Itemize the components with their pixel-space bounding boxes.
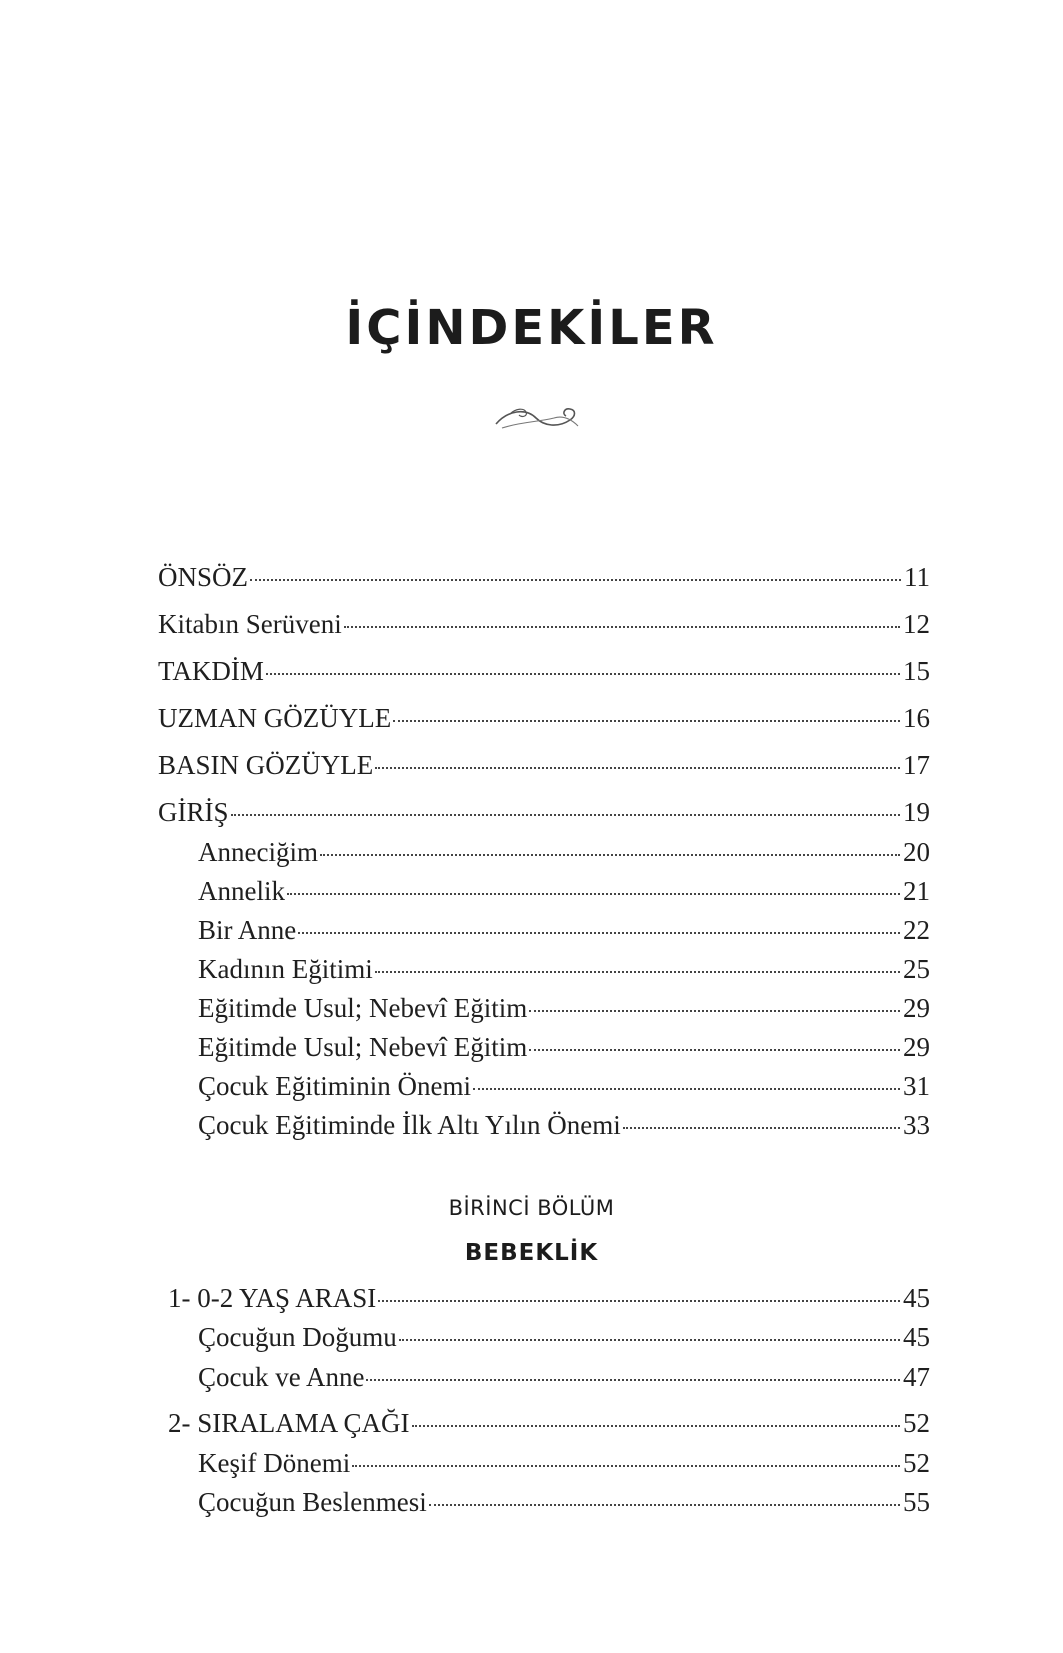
toc-entry-label: Çocuğun Beslenmesi <box>198 1487 427 1517</box>
dot-leader <box>352 1465 900 1467</box>
dot-leader <box>623 1127 900 1129</box>
dot-leader <box>375 767 900 769</box>
toc-entry-label: Kitabın Serüveni <box>158 609 342 639</box>
toc-entry-label: ÖNSÖZ <box>158 562 249 592</box>
toc-entry-label: BASIN GÖZÜYLE <box>158 750 374 780</box>
toc-entry-label: Eğitimde Usul; Nebevî Eğitim <box>198 1032 528 1062</box>
dot-leader <box>344 626 900 628</box>
toc-entry-label: GİRİŞ <box>158 797 229 827</box>
toc-entry-page: 16 <box>903 703 930 733</box>
dot-leader <box>320 854 900 856</box>
toc-subentry <box>198 1362 930 1393</box>
dot-leader <box>231 814 900 816</box>
toc-entry-basin-gozuyle <box>158 750 930 781</box>
toc-entry-label: Çocuk Eğitiminin Önemi <box>198 1071 471 1101</box>
toc-entry-label: 1- 0-2 YAŞ ARASI <box>168 1283 377 1313</box>
toc-entry-label: Keşif Dönemi <box>198 1448 351 1478</box>
dot-leader <box>429 1504 900 1506</box>
toc-entry-label: Çocuk Eğitiminde İlk Altı Yılın Önemi <box>198 1110 621 1140</box>
toc-subentry <box>198 954 930 985</box>
toc-entry-page: 55 <box>903 1487 930 1517</box>
page-title: İÇİNDEKİLER <box>345 300 718 356</box>
dot-leader <box>529 1010 900 1012</box>
toc-entry-label: UZMAN GÖZÜYLE <box>158 703 392 733</box>
toc-entry-label: Çocuğun Doğumu <box>198 1322 397 1352</box>
toc-entry-label: Bir Anne <box>198 915 297 945</box>
toc-subentry <box>198 1032 930 1063</box>
toc-entry-label: Annelik <box>198 876 285 906</box>
dot-leader <box>399 1339 900 1341</box>
toc-entry-page: 45 <box>903 1283 930 1313</box>
toc-subentry <box>198 1487 930 1518</box>
toc-chapter-1 <box>168 1283 930 1314</box>
toc-entry-label: Kadının Eğitimi <box>198 954 373 984</box>
toc-subentry <box>198 1110 930 1141</box>
toc-entry-page: 31 <box>903 1071 930 1101</box>
dot-leader <box>529 1049 900 1051</box>
toc-entry-label: Çocuk ve Anne <box>198 1362 365 1392</box>
toc-entry-giris <box>158 797 930 828</box>
toc-entry-label: Eğitimde Usul; Nebevî Eğitim <box>198 993 528 1023</box>
dot-leader <box>250 579 901 581</box>
dot-leader <box>473 1088 900 1090</box>
toc-subentry <box>198 837 930 868</box>
toc-entry-page: 33 <box>903 1110 930 1140</box>
section-label: BİRİNCİ BÖLÜM <box>448 1196 615 1220</box>
toc-entry-label: 2- SIRALAMA ÇAĞI <box>168 1408 410 1438</box>
toc-entry-page: 47 <box>903 1362 930 1392</box>
toc-subentry <box>198 1322 930 1353</box>
toc-entry-takdim <box>158 656 930 687</box>
toc-chapter-2 <box>168 1408 930 1439</box>
toc-entry-page: 29 <box>903 1032 930 1062</box>
toc-subentry <box>198 993 930 1024</box>
dot-leader <box>412 1425 900 1427</box>
toc-entry-page: 20 <box>903 837 930 867</box>
toc-subentry <box>198 915 930 946</box>
toc-entry-page: 52 <box>903 1408 930 1438</box>
section-title: BEBEKLİK <box>464 1240 599 1266</box>
dot-leader <box>366 1379 900 1381</box>
dot-leader <box>298 932 900 934</box>
toc-entry-page: 17 <box>903 750 930 780</box>
toc-entry-page: 22 <box>903 915 930 945</box>
flourish-ornament-icon <box>492 400 580 434</box>
toc-entry-onsoz <box>158 562 930 593</box>
toc-entry-page: 21 <box>903 876 930 906</box>
toc-entry-page: 12 <box>903 609 930 639</box>
dot-leader <box>287 893 900 895</box>
dot-leader <box>266 673 900 675</box>
toc-subentry <box>198 876 930 907</box>
toc-entry-page: 45 <box>903 1322 930 1352</box>
toc-subentry <box>198 1448 930 1479</box>
toc-entry-page: 11 <box>904 562 930 592</box>
toc-entry-page: 29 <box>903 993 930 1023</box>
dot-leader <box>375 971 900 973</box>
toc-entry-page: 19 <box>903 797 930 827</box>
toc-entry-label: Anneciğim <box>198 837 318 867</box>
toc-subentry <box>198 1071 930 1102</box>
dot-leader <box>393 720 900 722</box>
dot-leader <box>378 1300 900 1302</box>
toc-entry-page: 15 <box>903 656 930 686</box>
toc-entry-uzman-gozuyle <box>158 703 930 734</box>
toc-entry-label: TAKDİM <box>158 656 264 686</box>
toc-entry-page: 25 <box>903 954 930 984</box>
toc-entry-page: 52 <box>903 1448 930 1478</box>
toc-entry-kitabin-seruveni <box>158 609 930 640</box>
